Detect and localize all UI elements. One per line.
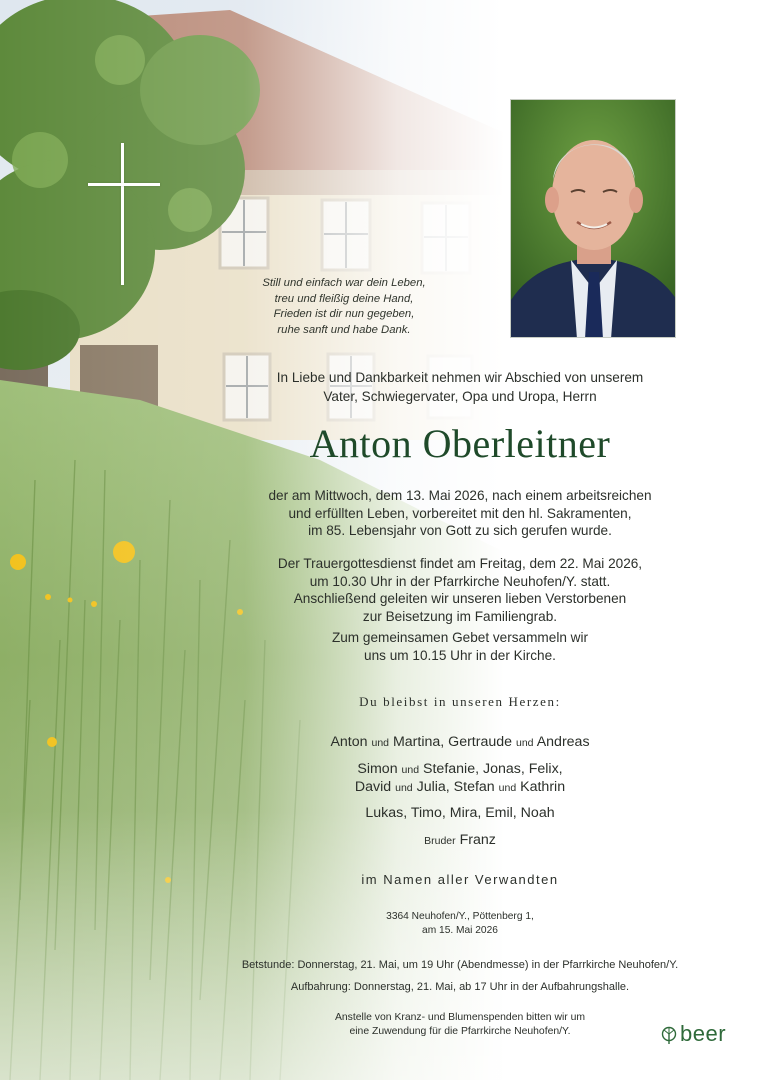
- poem-line: treu und fleißig deine Hand,: [274, 292, 414, 305]
- family-conjunction: und: [371, 737, 390, 749]
- family-conjunction: und: [498, 782, 517, 794]
- intro-text: [240, 368, 680, 406]
- service-line: zur Beisetzung im Familiengrab.: [362, 608, 558, 624]
- family-name: David: [354, 779, 392, 795]
- beer-logo: [660, 1021, 740, 1051]
- family-name: Lukas, Timo, Mira, Emil, Noah: [365, 805, 555, 821]
- relatives-line: im Namen aller Verwandten: [361, 872, 559, 887]
- donation-line: eine Zuwendung für die Pfarrkirche Neuhofen/Y.: [349, 1025, 571, 1037]
- family-name: Anton: [330, 734, 368, 750]
- cross-icon: [88, 143, 160, 285]
- betstunde-notice: Betstunde: Donnerstag, 21. Mai, um 19 Uhr (Abendmesse) in der Pfarrkirche Neuhofen/Y.: [241, 959, 679, 971]
- prayer-info: [220, 629, 700, 664]
- poem-line: Still und einfach war dein Leben,: [262, 277, 426, 289]
- intro-line: In Liebe und Dankbarkeit nehmen wir Abschied von unserem: [276, 370, 644, 385]
- family-name: Stefanie, Jonas, Felix,: [423, 761, 563, 777]
- address-line: 3364 Neuhofen/Y., Pöttenberg 1,: [386, 911, 534, 922]
- family-name: Andreas: [536, 734, 590, 750]
- family-line-grandchildren-1: [220, 761, 700, 777]
- heart-line: Du bleibst in unseren Herzen:: [359, 694, 561, 709]
- family-name: Martina, Gertraude: [392, 734, 513, 750]
- prayer-line: Zum gemeinsamen Gebet versammeln wir: [331, 630, 589, 645]
- family-conjunction: und: [516, 737, 534, 749]
- logo-text: beer: [680, 1021, 727, 1046]
- service-line: um 10.30 Uhr in der Pfarrkirche Neuhofen/Y. statt.: [309, 573, 611, 589]
- family-name: Julia, Stefan: [416, 779, 495, 795]
- address-date: [220, 910, 700, 937]
- deceased-name: Anton Oberleitner: [309, 421, 611, 466]
- family-conjunction: und: [401, 764, 420, 776]
- service-line: Der Trauergottesdienst findet am Freitag, dem 22. Mai 2026,: [277, 556, 643, 571]
- family-line-grandchildren-2: [220, 779, 700, 795]
- date-line: am 15. Mai 2026: [422, 924, 498, 936]
- family-line-children: [220, 734, 700, 750]
- service-line: Anschließend geleiten wir unseren lieben Verstorbenen: [293, 591, 627, 606]
- family-relation: Bruder: [424, 835, 456, 847]
- portrait-photo: [510, 99, 676, 338]
- donation-request: [220, 1011, 700, 1038]
- poem-line: Frieden ist dir nun gegeben,: [273, 308, 415, 320]
- prayer-line: uns um 10.15 Uhr in der Kirche.: [364, 647, 556, 663]
- dandelion-icon: [660, 1026, 678, 1044]
- family-conjunction: und: [395, 782, 413, 794]
- poem-line: ruhe sanft und habe Dank.: [277, 323, 411, 336]
- aufbahrung-notice: Aufbahrung: Donnerstag, 21. Mai, ab 17 Uhr in der Aufbahrungshalle.: [290, 981, 630, 993]
- donation-line: Anstelle von Kranz- und Blumenspenden bitten wir um: [334, 1012, 586, 1023]
- death-line: im 85. Lebensjahr von Gott zu sich gerufen wurde.: [308, 523, 612, 538]
- death-line: der am Mittwoch, dem 13. Mai 2026, nach einem arbeitsreichen: [268, 488, 652, 503]
- family-name: Simon: [357, 761, 398, 777]
- death-announcement: [220, 487, 700, 540]
- death-line: und erfüllten Leben, vorbereitet mit den hl. Sakramenten,: [288, 505, 632, 521]
- intro-line: Vater, Schwiegervater, Opa und Uropa, Herrn: [323, 389, 597, 404]
- family-line-brother: [220, 832, 700, 848]
- memorial-poem: [232, 276, 456, 338]
- family-name: Franz: [459, 832, 496, 848]
- funeral-service-info: [220, 555, 700, 625]
- family-line-great-grandchildren: [220, 805, 700, 821]
- family-name: Kathrin: [520, 779, 566, 795]
